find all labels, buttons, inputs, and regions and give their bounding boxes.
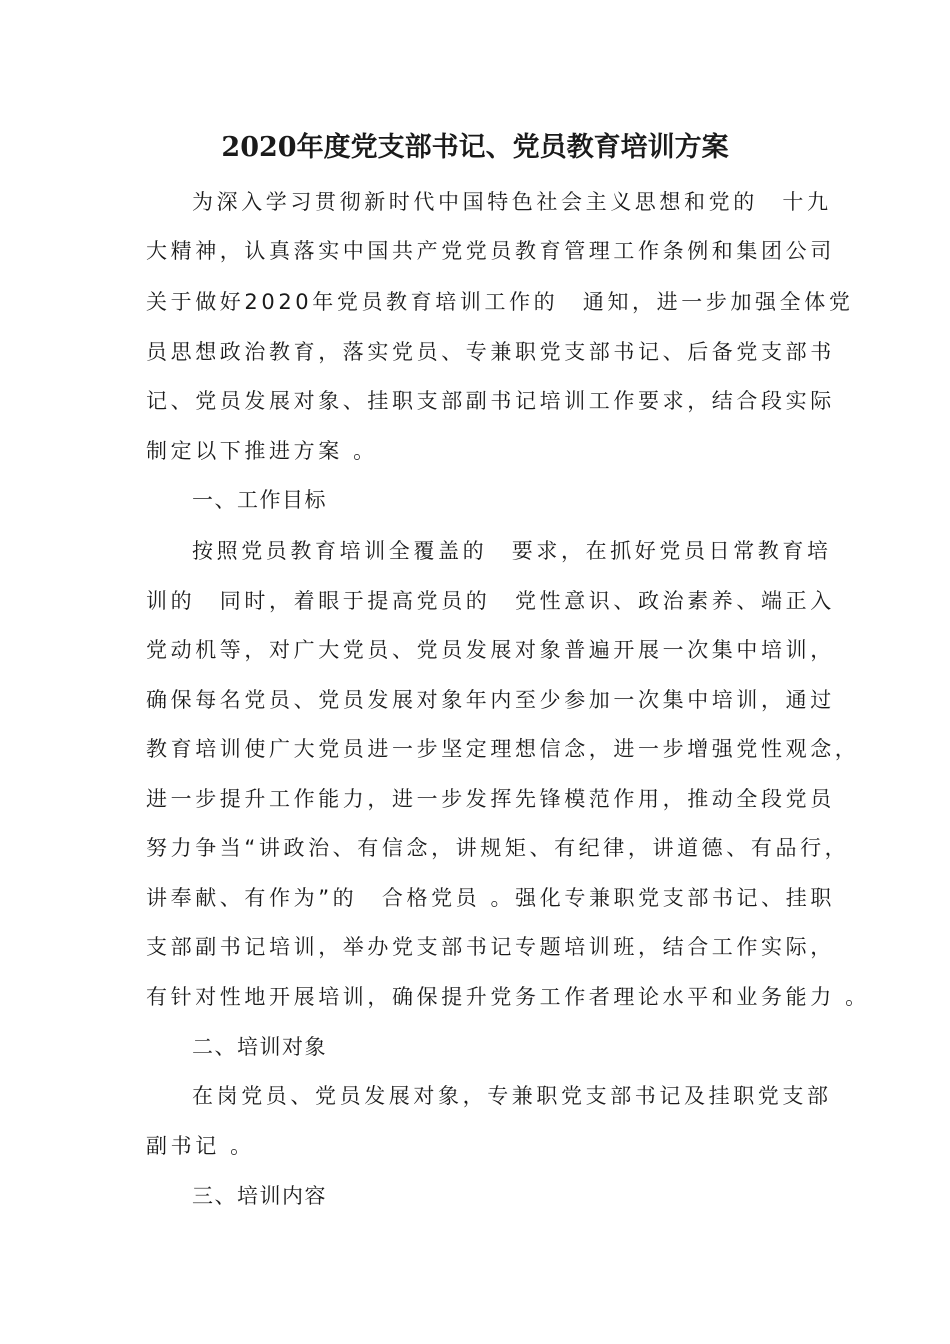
paragraph-line: 确保每名党员、党员发展对象年内至少参加一次集中培训，通过 <box>146 688 835 712</box>
paragraph-line: 训的 同时，着眼于提高党员的 党性意识、政治素养、端正入 <box>146 589 835 613</box>
intro-line: 员思想政治教育，落实党员、专兼职党支部书记、后备党支部书 <box>146 340 835 364</box>
intro-line: 制定以下推进方案 。 <box>146 439 378 463</box>
paragraph-line: 努力争当“讲政治、有信念，讲规矩、有纪律，讲道德、有品行， <box>146 836 850 860</box>
paragraph-line: 教育培训使广大党员进一步坚定理想信念，进一步增强党性观念， <box>146 737 860 761</box>
paragraph-line: 讲奉献、有作为”的 合格党员 。强化专兼职党支部书记、挂职 <box>146 886 835 910</box>
paragraph-line: 支部副书记培训，举办党支部书记专题培训班，结合工作实际， <box>146 935 835 959</box>
section-heading-targets: 二、培训对象 <box>192 1035 327 1059</box>
paragraph-line: 副书记 。 <box>146 1134 255 1158</box>
paragraph-line: 党动机等，对广大党员、党员发展对象普遍开展一次集中培训， <box>146 638 835 662</box>
section-heading-goals: 一、工作目标 <box>192 488 327 512</box>
intro-line: 为深入学习贯彻新时代中国特色社会主义思想和党的 十九 <box>192 190 832 214</box>
section-heading-content: 三、培训内容 <box>192 1184 327 1208</box>
paragraph-line: 按照党员教育培训全覆盖的 要求，在抓好党员日常教育培 <box>192 539 832 563</box>
document-title: 2020年度党支部书记、党员教育培训方案 <box>221 132 729 163</box>
intro-line: 关于做好2020年党员教育培训工作的 通知，进一步加强全体党 <box>146 290 854 314</box>
intro-line: 记、党员发展对象、挂职支部副书记培训工作要求，结合段实际 <box>146 389 835 413</box>
intro-line: 大精神，认真落实中国共产党党员教育管理工作条例和集团公司 <box>146 239 835 263</box>
paragraph-line: 进一步提升工作能力，进一步发挥先锋模范作用，推动全段党员 <box>146 787 835 811</box>
paragraph-line: 有针对性地开展培训，确保提升党务工作者理论水平和业务能力 。 <box>146 985 870 1009</box>
paragraph-line: 在岗党员、党员发展对象，专兼职党支部书记及挂职党支部 <box>192 1084 832 1108</box>
